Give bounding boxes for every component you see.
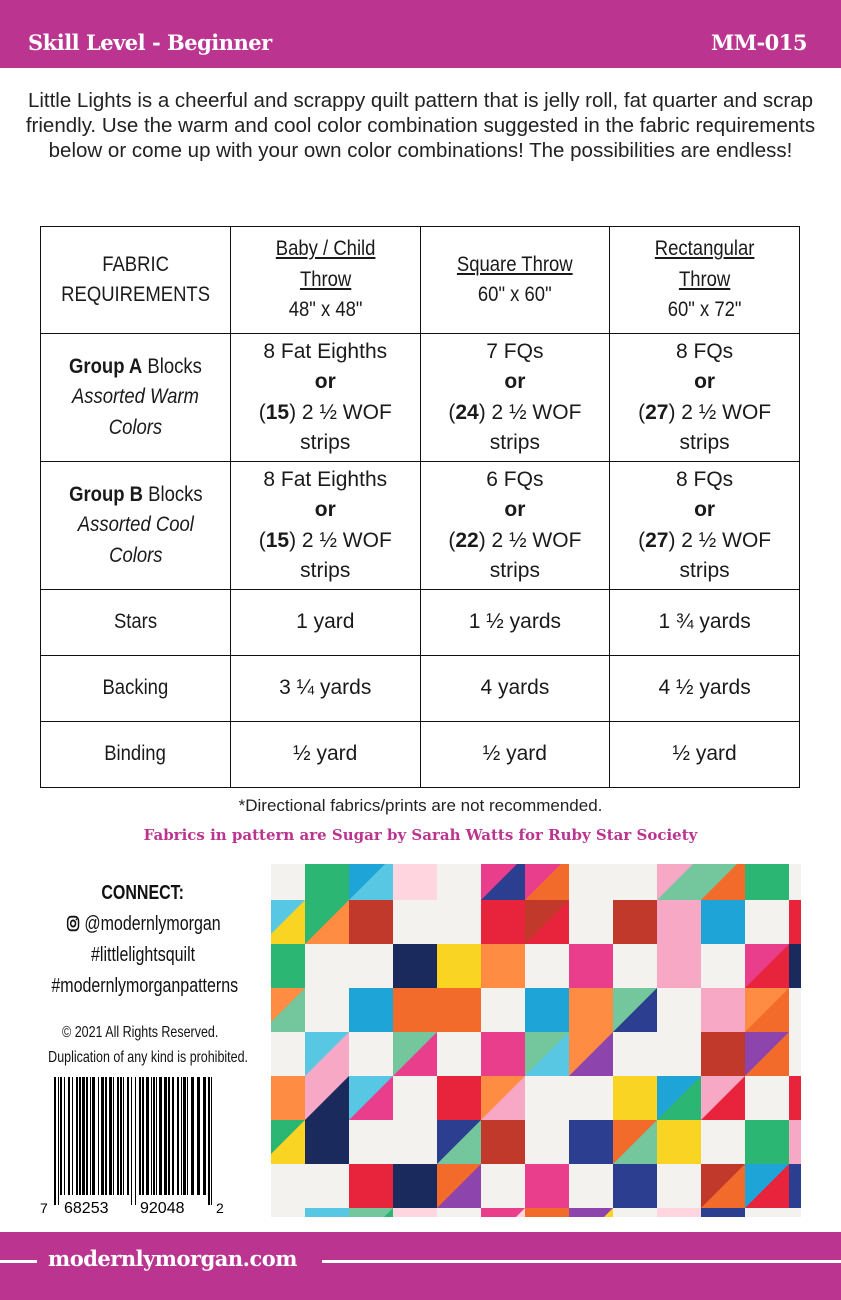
barcode-bar xyxy=(156,1077,157,1195)
divider xyxy=(0,1260,37,1263)
barcode-bar xyxy=(101,1077,104,1195)
group-label: Group A Blocks Assorted Warm Colors xyxy=(41,334,231,462)
quilt-block xyxy=(393,1208,437,1217)
barcode-bar xyxy=(120,1077,122,1195)
quilt-block xyxy=(437,1076,481,1120)
quilt-block xyxy=(569,944,613,988)
barcode-bar xyxy=(72,1077,73,1195)
quilt-block xyxy=(701,1120,745,1164)
barcode-bar xyxy=(139,1077,141,1195)
quilt-block xyxy=(657,1120,701,1164)
instagram-icon xyxy=(66,915,80,932)
barcode-bar xyxy=(105,1077,107,1195)
barcode-bar xyxy=(135,1077,136,1205)
quilt-block xyxy=(525,1076,569,1120)
requirement-cell: 1 ¾ yards xyxy=(610,590,800,656)
barcode-bar xyxy=(60,1077,62,1195)
hashtag: #littlelightsquilt xyxy=(90,944,196,966)
quilt-block xyxy=(349,1164,393,1208)
quilt-block xyxy=(481,988,525,1032)
barcode-bar xyxy=(54,1077,56,1205)
requirement-cell: 4 ½ yards xyxy=(610,656,800,722)
quilt-block xyxy=(437,988,481,1032)
barcode-bar xyxy=(153,1077,155,1195)
quilt-block xyxy=(789,864,801,900)
quilt-block xyxy=(271,1164,305,1208)
quilt-block xyxy=(789,1032,801,1076)
barcode-bar xyxy=(113,1077,114,1195)
quilt-block xyxy=(349,944,393,988)
barcode-bar xyxy=(58,1077,59,1205)
barcode-bar xyxy=(211,1077,212,1205)
table-row-group-a xyxy=(41,334,800,462)
quilt-block xyxy=(701,988,745,1032)
barcode-bar xyxy=(177,1077,179,1195)
table-row-binding xyxy=(41,722,800,788)
quilt-block xyxy=(657,1208,701,1217)
quilt-block xyxy=(525,1208,569,1217)
quilt-block xyxy=(271,1076,305,1120)
barcode-bar xyxy=(90,1077,91,1195)
connect-title: CONNECT: xyxy=(101,882,185,904)
quilt-block xyxy=(393,1164,437,1208)
quilt-block xyxy=(481,1032,525,1076)
quilt-block xyxy=(349,900,393,944)
requirement-cell: 8 Fat Eighths or (15) 2 ½ WOF strips xyxy=(230,462,420,590)
requirement-cell: ½ yard xyxy=(420,722,610,788)
quilt-block xyxy=(481,1120,525,1164)
quilt-block xyxy=(393,944,437,988)
quilt-block xyxy=(393,1076,437,1120)
table-row-group-b xyxy=(41,462,800,590)
barcode-bar xyxy=(197,1077,200,1195)
requirement-cell: 1 yard xyxy=(230,590,420,656)
barcode-bar xyxy=(82,1077,85,1195)
barcode-bar xyxy=(191,1077,194,1195)
quilt-block xyxy=(569,1120,613,1164)
requirement-cell: ½ yard xyxy=(230,722,420,788)
quilt-block xyxy=(393,864,437,900)
col-square-throw: Square Throw 60" x 60" xyxy=(420,227,610,334)
barcode-bar xyxy=(187,1077,188,1195)
top-banner xyxy=(0,0,841,68)
requirement-cell: 1 ½ yards xyxy=(420,590,610,656)
quilt-block xyxy=(525,1164,569,1208)
barcode-bar xyxy=(86,1077,88,1195)
col-rectangular-throw: Rectangular Throw 60" x 72" xyxy=(610,227,800,334)
barcode-bar xyxy=(146,1077,149,1195)
barcode-bar xyxy=(183,1077,186,1195)
quilt-block xyxy=(393,1120,437,1164)
quilt-block xyxy=(437,900,481,944)
quilt-block xyxy=(271,1032,305,1076)
quilt-block xyxy=(613,864,657,900)
table-row-backing xyxy=(41,656,800,722)
quilt-block xyxy=(657,1164,701,1208)
table-row-stars xyxy=(41,590,800,656)
row-label: Binding xyxy=(41,722,231,788)
connect-section xyxy=(28,878,258,1002)
barcode-bar xyxy=(79,1077,81,1195)
requirement-cell: 3 ¼ yards xyxy=(230,656,420,722)
quilt-block xyxy=(437,944,481,988)
quilt-block xyxy=(349,988,393,1032)
quilt-block xyxy=(481,900,525,944)
quilt-block xyxy=(305,1164,349,1208)
quilt-block xyxy=(701,944,745,988)
quilt-block xyxy=(613,900,657,944)
barcode-bar xyxy=(76,1077,78,1195)
fabric-requirements-table xyxy=(40,226,800,788)
copyright: © 2021 All Rights Reserved. Duplication of any kind is prohibited. xyxy=(48,1024,248,1066)
quilt-block xyxy=(569,900,613,944)
quilt-block xyxy=(525,988,569,1032)
quilt-block xyxy=(789,1208,801,1217)
col-baby-throw: Baby / Child Throw 48" x 48" xyxy=(230,227,420,334)
quilt-block xyxy=(525,944,569,988)
requirement-cell: 4 yards xyxy=(420,656,610,722)
barcode-bar xyxy=(92,1077,95,1195)
quilt-block xyxy=(271,864,305,900)
requirement-cell: 8 FQs or (27) 2 ½ WOF strips xyxy=(610,462,800,590)
barcode-bar xyxy=(151,1077,152,1195)
barcode-bar xyxy=(203,1077,206,1195)
quilt-block xyxy=(657,1032,701,1076)
quilt-block xyxy=(701,1032,745,1076)
row-label: Stars xyxy=(41,590,231,656)
quilt-block xyxy=(745,1208,789,1217)
requirement-cell: 7 FQs or (24) 2 ½ WOF strips xyxy=(420,334,610,462)
quilt-block xyxy=(437,1208,481,1217)
barcode-bar xyxy=(123,1077,124,1195)
quilt-block xyxy=(349,1032,393,1076)
barcode-bar xyxy=(68,1077,70,1195)
quilt-block xyxy=(305,864,349,900)
intro-text: Little Lights is a cheerful and scrappy quilt pattern that is jelly roll, fat quarter and scrap friendly. Use the warm and cool color combination suggested in the fabric requirements below or come up with your own color combinations! The possibilities are endless! xyxy=(25,89,816,162)
barcode-bar xyxy=(172,1077,174,1195)
quilt-block xyxy=(789,988,801,1032)
instagram-handle[interactable]: @modernlymorgan xyxy=(83,913,221,935)
quilt-block xyxy=(481,1164,525,1208)
barcode-bar xyxy=(159,1077,162,1195)
quilt-block xyxy=(745,1120,789,1164)
quilt-block xyxy=(481,944,525,988)
requirement-cell: 8 FQs or (27) 2 ½ WOF strips xyxy=(610,334,800,462)
barcode-bar xyxy=(64,1077,65,1195)
barcode-bar xyxy=(98,1077,99,1195)
group-label: Group B Blocks Assorted Cool Colors xyxy=(41,462,231,590)
svg-text:2: 2 xyxy=(216,1200,224,1215)
row-label: Backing xyxy=(41,656,231,722)
quilt-block xyxy=(613,1164,657,1208)
requirement-cell: 6 FQs or (22) 2 ½ WOF strips xyxy=(420,462,610,590)
quilt-block xyxy=(745,1076,789,1120)
quilt-block xyxy=(613,1032,657,1076)
quilt-block xyxy=(393,900,437,944)
hashtag: #modernlymorganpatterns xyxy=(51,975,239,997)
svg-text:7: 7 xyxy=(40,1200,48,1215)
quilt-block xyxy=(745,900,789,944)
quilt-block xyxy=(349,1120,393,1164)
footer-banner xyxy=(0,1232,841,1300)
barcode-bar xyxy=(142,1077,144,1195)
quilt-block xyxy=(569,864,613,900)
quilt-block xyxy=(569,988,613,1032)
quilt-block xyxy=(305,988,349,1032)
quilt-block xyxy=(569,1076,613,1120)
requirement-cell: ½ yard xyxy=(610,722,800,788)
quilt-block xyxy=(657,944,701,988)
quilt-block xyxy=(437,1032,481,1076)
website-link[interactable]: modernlymorgan.com xyxy=(48,1246,297,1271)
quilt-block xyxy=(701,1208,745,1217)
quilt-block xyxy=(789,944,801,988)
barcode-bar xyxy=(168,1077,170,1195)
quilt-block xyxy=(701,900,745,944)
fabrics-credit: Fabrics in pattern are Sugar by Sarah Watts for Ruby Star Society xyxy=(143,826,698,844)
pattern-code: MM-015 xyxy=(710,30,807,55)
quilt-block xyxy=(305,1120,349,1164)
quilt-block xyxy=(789,1120,801,1164)
quilt-block xyxy=(305,944,349,988)
requirement-cell: 8 Fat Eighths or (15) 2 ½ WOF strips xyxy=(230,334,420,462)
barcode-bar xyxy=(164,1077,167,1195)
quilt-block xyxy=(305,1208,349,1217)
skill-level: Skill Level - Beginner xyxy=(28,30,272,55)
quilt-photo xyxy=(271,864,801,1217)
quilt-block xyxy=(525,1120,569,1164)
barcode-bar xyxy=(117,1077,119,1195)
quilt-block xyxy=(745,864,789,900)
quilt-block xyxy=(789,1076,801,1120)
quilt-block xyxy=(613,1208,657,1217)
quilt-block xyxy=(271,944,305,988)
quilt-block xyxy=(657,988,701,1032)
barcode xyxy=(36,1077,226,1215)
svg-text:92048: 92048 xyxy=(140,1200,185,1215)
quilt-block xyxy=(271,1208,305,1217)
quilt-block xyxy=(657,900,701,944)
quilt-block xyxy=(569,1164,613,1208)
barcode-bar xyxy=(208,1077,210,1205)
barcode-bar xyxy=(131,1077,132,1205)
svg-text:68253: 68253 xyxy=(64,1200,109,1215)
corner-header: FABRIC REQUIREMENTS xyxy=(41,227,231,334)
quilt-block xyxy=(789,900,801,944)
quilt-block xyxy=(437,864,481,900)
directional-note: *Directional fabrics/prints are not recommended. xyxy=(238,796,603,815)
quilt-block xyxy=(613,944,657,988)
barcode-bar xyxy=(109,1077,112,1195)
barcode-bar xyxy=(181,1077,182,1195)
divider xyxy=(322,1260,841,1263)
quilt-block xyxy=(789,1164,801,1208)
barcode-bar xyxy=(127,1077,129,1195)
